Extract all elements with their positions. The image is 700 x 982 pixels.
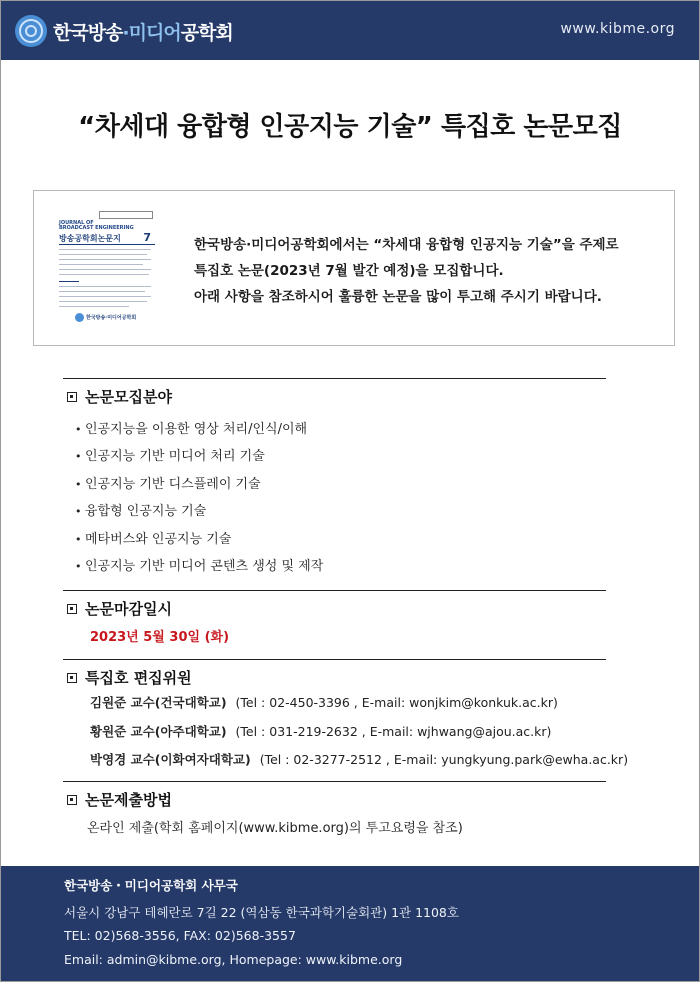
cover-journal-en: JOURNAL OF BROADCAST ENGINEERING [59, 220, 134, 231]
intro-text [194, 232, 619, 310]
square-bullet-icon [67, 673, 77, 683]
editors-list [90, 693, 628, 779]
square-bullet-icon [67, 604, 77, 614]
list-item: • 메타버스와 인공지능 기술 [85, 531, 323, 558]
footer-tel-fax: TEL: 02)568-3556, FAX: 02)568-3557 [64, 928, 296, 943]
editor-contact: (Tel : 031-219-2632 , E-mail: wjhwang@ajou.ac.kr) [235, 723, 552, 739]
section-heading: 논문제출방법 [67, 789, 172, 810]
list-item: • 인공지능 기반 미디어 콘텐츠 생성 및 제작 [85, 558, 323, 585]
cover-publisher: 한국방송·미디어공학회 [86, 315, 137, 321]
editor-name: 박영경 교수(이화여자대학교) [90, 752, 251, 767]
section-heading: 논문마감일시 [67, 598, 172, 619]
editor-row [90, 722, 628, 751]
square-bullet-icon [67, 392, 77, 402]
society-logo[interactable] [15, 15, 233, 47]
cover-badge [99, 211, 153, 219]
section-deadline [63, 590, 606, 660]
journal-cover-thumbnail [59, 211, 155, 325]
intro-line: 특집호 논문(2023년 7월 발간 예정)을 모집합니다. [194, 263, 504, 279]
list-item: • 인공지능을 이용한 영상 처리/인식/이해 [85, 421, 323, 448]
page-title: “차세대 융합형 인공지능 기술” 특집호 논문모집 [78, 112, 622, 142]
footer-address: 서울시 강남구 테헤란로 7길 22 (역삼동 한국과학기술회관) 1관 1108호 [64, 905, 459, 920]
deadline-date: 2023년 5월 30일 (화) [90, 630, 230, 645]
section-heading: 특집호 편집위원 [67, 667, 192, 688]
section-heading: 논문모집분야 [67, 386, 172, 407]
editor-name: 황원준 교수(아주대학교) [90, 723, 227, 739]
list-item: • 융합형 인공지능 기술 [85, 503, 323, 530]
footer [1, 866, 699, 981]
footer-org: 한국방송・미디어공학회 사무국 [64, 878, 238, 893]
intro-line: 한국방송·미디어공학회에서는 “차세대 융합형 인공지능 기술”을 주제로 [194, 237, 619, 253]
section-editors [63, 659, 629, 782]
list-item: • 인공지능 기반 미디어 처리 기술 [85, 448, 323, 475]
square-bullet-icon [67, 795, 77, 805]
editor-row [90, 693, 628, 722]
footer-email-homepage: Email: admin@kibme.org, Homepage: www.kibme.org [64, 952, 403, 967]
editor-contact: (Tel : 02-450-3396 , E-mail: wonjkim@konkuk.ac.kr) [235, 695, 558, 710]
fields-list [85, 421, 323, 585]
cover-rule [59, 244, 155, 245]
cover-logo-icon [75, 313, 84, 322]
disc-logo-icon [15, 15, 47, 47]
intro-box [33, 190, 675, 346]
editor-name: 김원준 교수(건국대학교) [90, 695, 227, 710]
list-item: • 인공지능 기반 디스플레이 기술 [85, 476, 323, 503]
cover-issue-number: 7 [143, 231, 151, 244]
intro-line: 아래 사항을 참조하시어 훌륭한 논문을 많이 투고해 주시기 바랍니다. [194, 289, 602, 305]
site-url-link[interactable]: www.kibme.org [560, 21, 675, 37]
section-fields [63, 378, 606, 591]
section-submission [63, 781, 606, 852]
editor-contact: (Tel : 02-3277-2512 , E-mail: yungkyung.park@ewha.ac.kr) [259, 752, 629, 767]
header-banner [1, 1, 699, 60]
cover-journal-ko: 방송공학회논문지 [59, 234, 121, 243]
submission-text: 온라인 제출(학회 홈페이지(www.kibme.org)의 투고요령을 참조) [87, 821, 463, 836]
editor-row [90, 750, 628, 779]
logo-text: 한국방송·미디어공학회 [53, 21, 233, 44]
